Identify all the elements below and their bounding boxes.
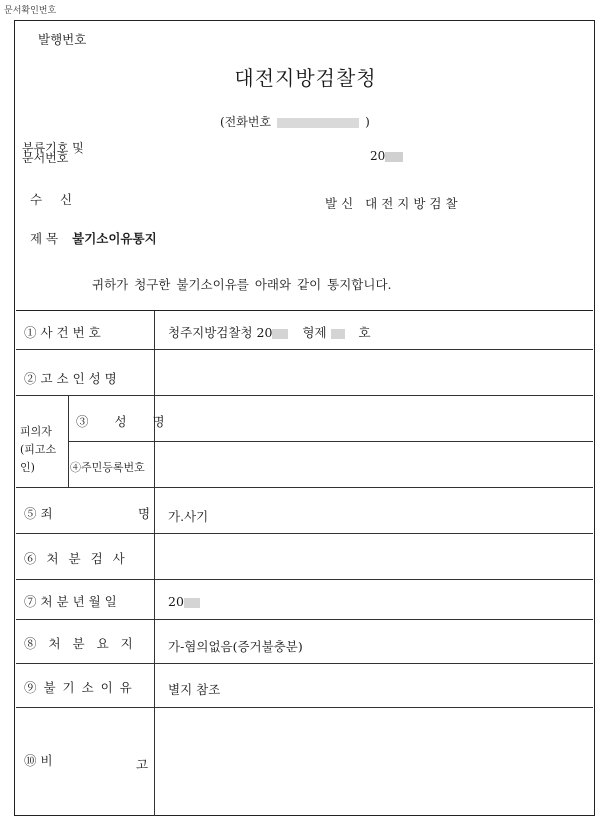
redacted-date (385, 152, 403, 162)
recipient-label: 수 신 (30, 192, 73, 207)
intro-text: 귀하가 청구한 불기소이유를 아래와 같이 통지합니다. (92, 277, 392, 292)
suspect-label (20, 423, 68, 477)
agency-title: 대전지방검찰청 (234, 66, 377, 90)
table-divider (16, 487, 593, 488)
table-divider (16, 349, 593, 350)
disposition-date-label: ⑦ 처 분 년 월 일 (24, 594, 117, 609)
redacted-year (272, 329, 288, 339)
phone-label: (전화번호 (220, 115, 272, 129)
case-number-prefix: 청주지방검찰청 20 (168, 325, 273, 340)
sender-text: 발신 대전지방검찰 (325, 196, 462, 211)
case-number-value (168, 323, 371, 341)
prosecutor-label: ⑥ 처 분 검 사 (24, 551, 125, 566)
non-prosecution-reason-label: ⑨ 불 기 소 이 유 (24, 680, 132, 695)
remarks-label-a: ⑩ 비 (24, 753, 53, 768)
table-divider (16, 395, 593, 396)
redacted-disposition-date (184, 598, 200, 608)
document-date-prefix: 20 (370, 149, 386, 163)
table-divider (16, 663, 593, 664)
disposition-summary-value: 가-혐의없음(증거불충분) (168, 639, 303, 654)
table-divider (16, 579, 593, 580)
charge-value: 가.사기 (168, 509, 209, 524)
subject-value: 불기소이유통지 (72, 231, 157, 246)
charge-label-b: 명 (138, 506, 151, 521)
case-number-type: 형제 (302, 325, 327, 340)
redacted-case-no (331, 329, 345, 339)
classification-label-line1: 분류기호 및 (22, 141, 84, 155)
classification-label (22, 143, 84, 163)
suspect-label-line2: (피고소인) (20, 443, 57, 474)
subject-line (30, 229, 157, 247)
phone-line (220, 113, 370, 130)
complainant-name-label: ② 고 소 인 성 명 (24, 371, 117, 386)
disposition-date-value (168, 594, 200, 609)
non-prosecution-reason-value: 별지 참조 (168, 682, 221, 697)
disposition-date-prefix: 20 (168, 594, 184, 609)
remarks-label-b: 고 (136, 757, 149, 772)
document-date (370, 149, 403, 163)
redacted-phone (277, 118, 359, 128)
subject-label: 제 목 (30, 231, 59, 246)
suspect-name-label: ③ 성 명 (76, 414, 165, 429)
classification-label-line2: 문서번호 (22, 151, 69, 165)
charge-label-a: ⑤ 죄 (24, 506, 53, 521)
resident-number-label: ④주민등록번호 (70, 461, 145, 474)
phone-close: ) (365, 115, 370, 129)
disposition-summary-label: ⑧ 처 분 요 지 (24, 636, 133, 651)
table-divider (16, 707, 593, 708)
table-divider (68, 441, 593, 442)
case-number-label: ① 사 건 번 호 (24, 325, 101, 340)
case-number-suffix: 호 (358, 325, 371, 340)
issue-number-label: 발행번호 (38, 32, 87, 47)
suspect-label-line1: 피의자 (20, 425, 52, 438)
table-divider (16, 533, 593, 534)
document-confirmation-label: 문서확인번호 (4, 6, 57, 16)
notice-table (16, 310, 593, 816)
table-divider (154, 311, 155, 816)
table-divider (16, 619, 593, 620)
